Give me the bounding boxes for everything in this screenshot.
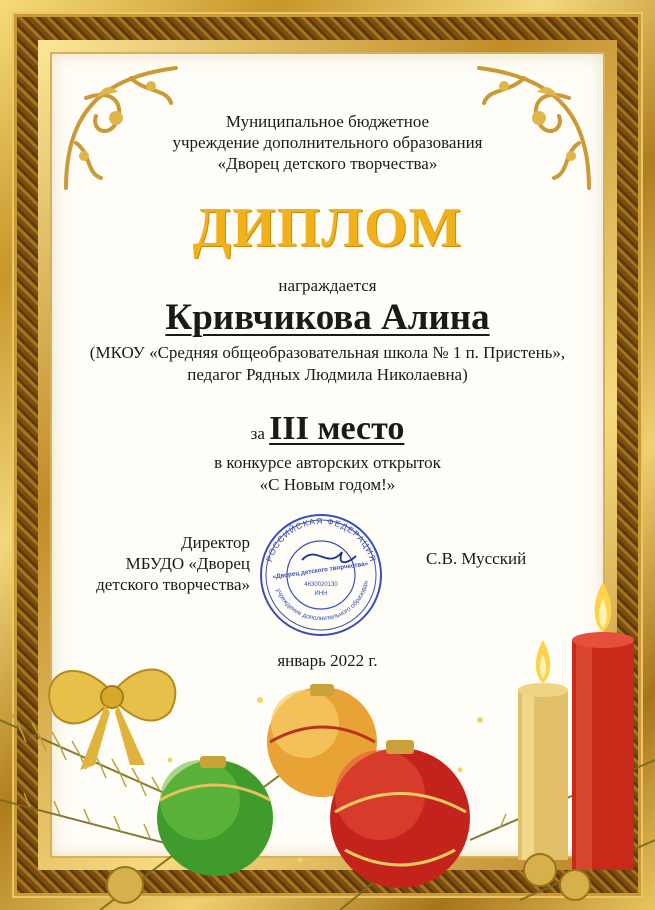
contest-title: «С Новым годом!» (259, 475, 396, 494)
institution-line: Муниципальное бюджетное (225, 112, 430, 131)
official-stamp (258, 512, 384, 638)
stamp-center-text: «Дворец детского творчества» (272, 560, 369, 581)
recipient-name: Кривчикова Алина (165, 297, 490, 338)
stamp-inn-label: ИНН (314, 591, 328, 597)
director-org: детского творчества» (96, 575, 250, 594)
institution-line: учреждение дополнительного образования (172, 133, 483, 152)
director-org: МБУДО «Дворец (125, 554, 250, 573)
issue-date: январь 2022 г. (277, 651, 378, 670)
awarded-text: награждается (278, 276, 377, 295)
stamp-bottom-text: учреждение дополнительного образован (274, 580, 371, 623)
recipient-school (0, 342, 655, 386)
diploma-title: ДИПЛОМ (192, 197, 463, 259)
award-prefix: за (250, 424, 265, 443)
award-place (0, 410, 655, 448)
contest-info (0, 452, 655, 496)
place-label: III место (269, 410, 405, 447)
institution-name (0, 111, 655, 174)
stamp-outer-text: РОССИЙСКАЯ ФЕДЕРАЦИЯ (263, 515, 379, 564)
contest-line: в конкурсе авторских открыток (214, 453, 441, 472)
director-role: Директор (181, 533, 250, 552)
teacher-line: педагог Рядных Людмила Николаевна) (187, 365, 468, 384)
school-line: (МКОУ «Средняя общеобразовательная школа № 1 п. Пристень», (89, 343, 566, 362)
signer-name: С.В. Мусский (426, 549, 527, 568)
institution-line: «Дворец детского творчества» (217, 154, 438, 173)
director-title (70, 532, 250, 595)
stamp-number: 4630020130 (304, 582, 338, 588)
